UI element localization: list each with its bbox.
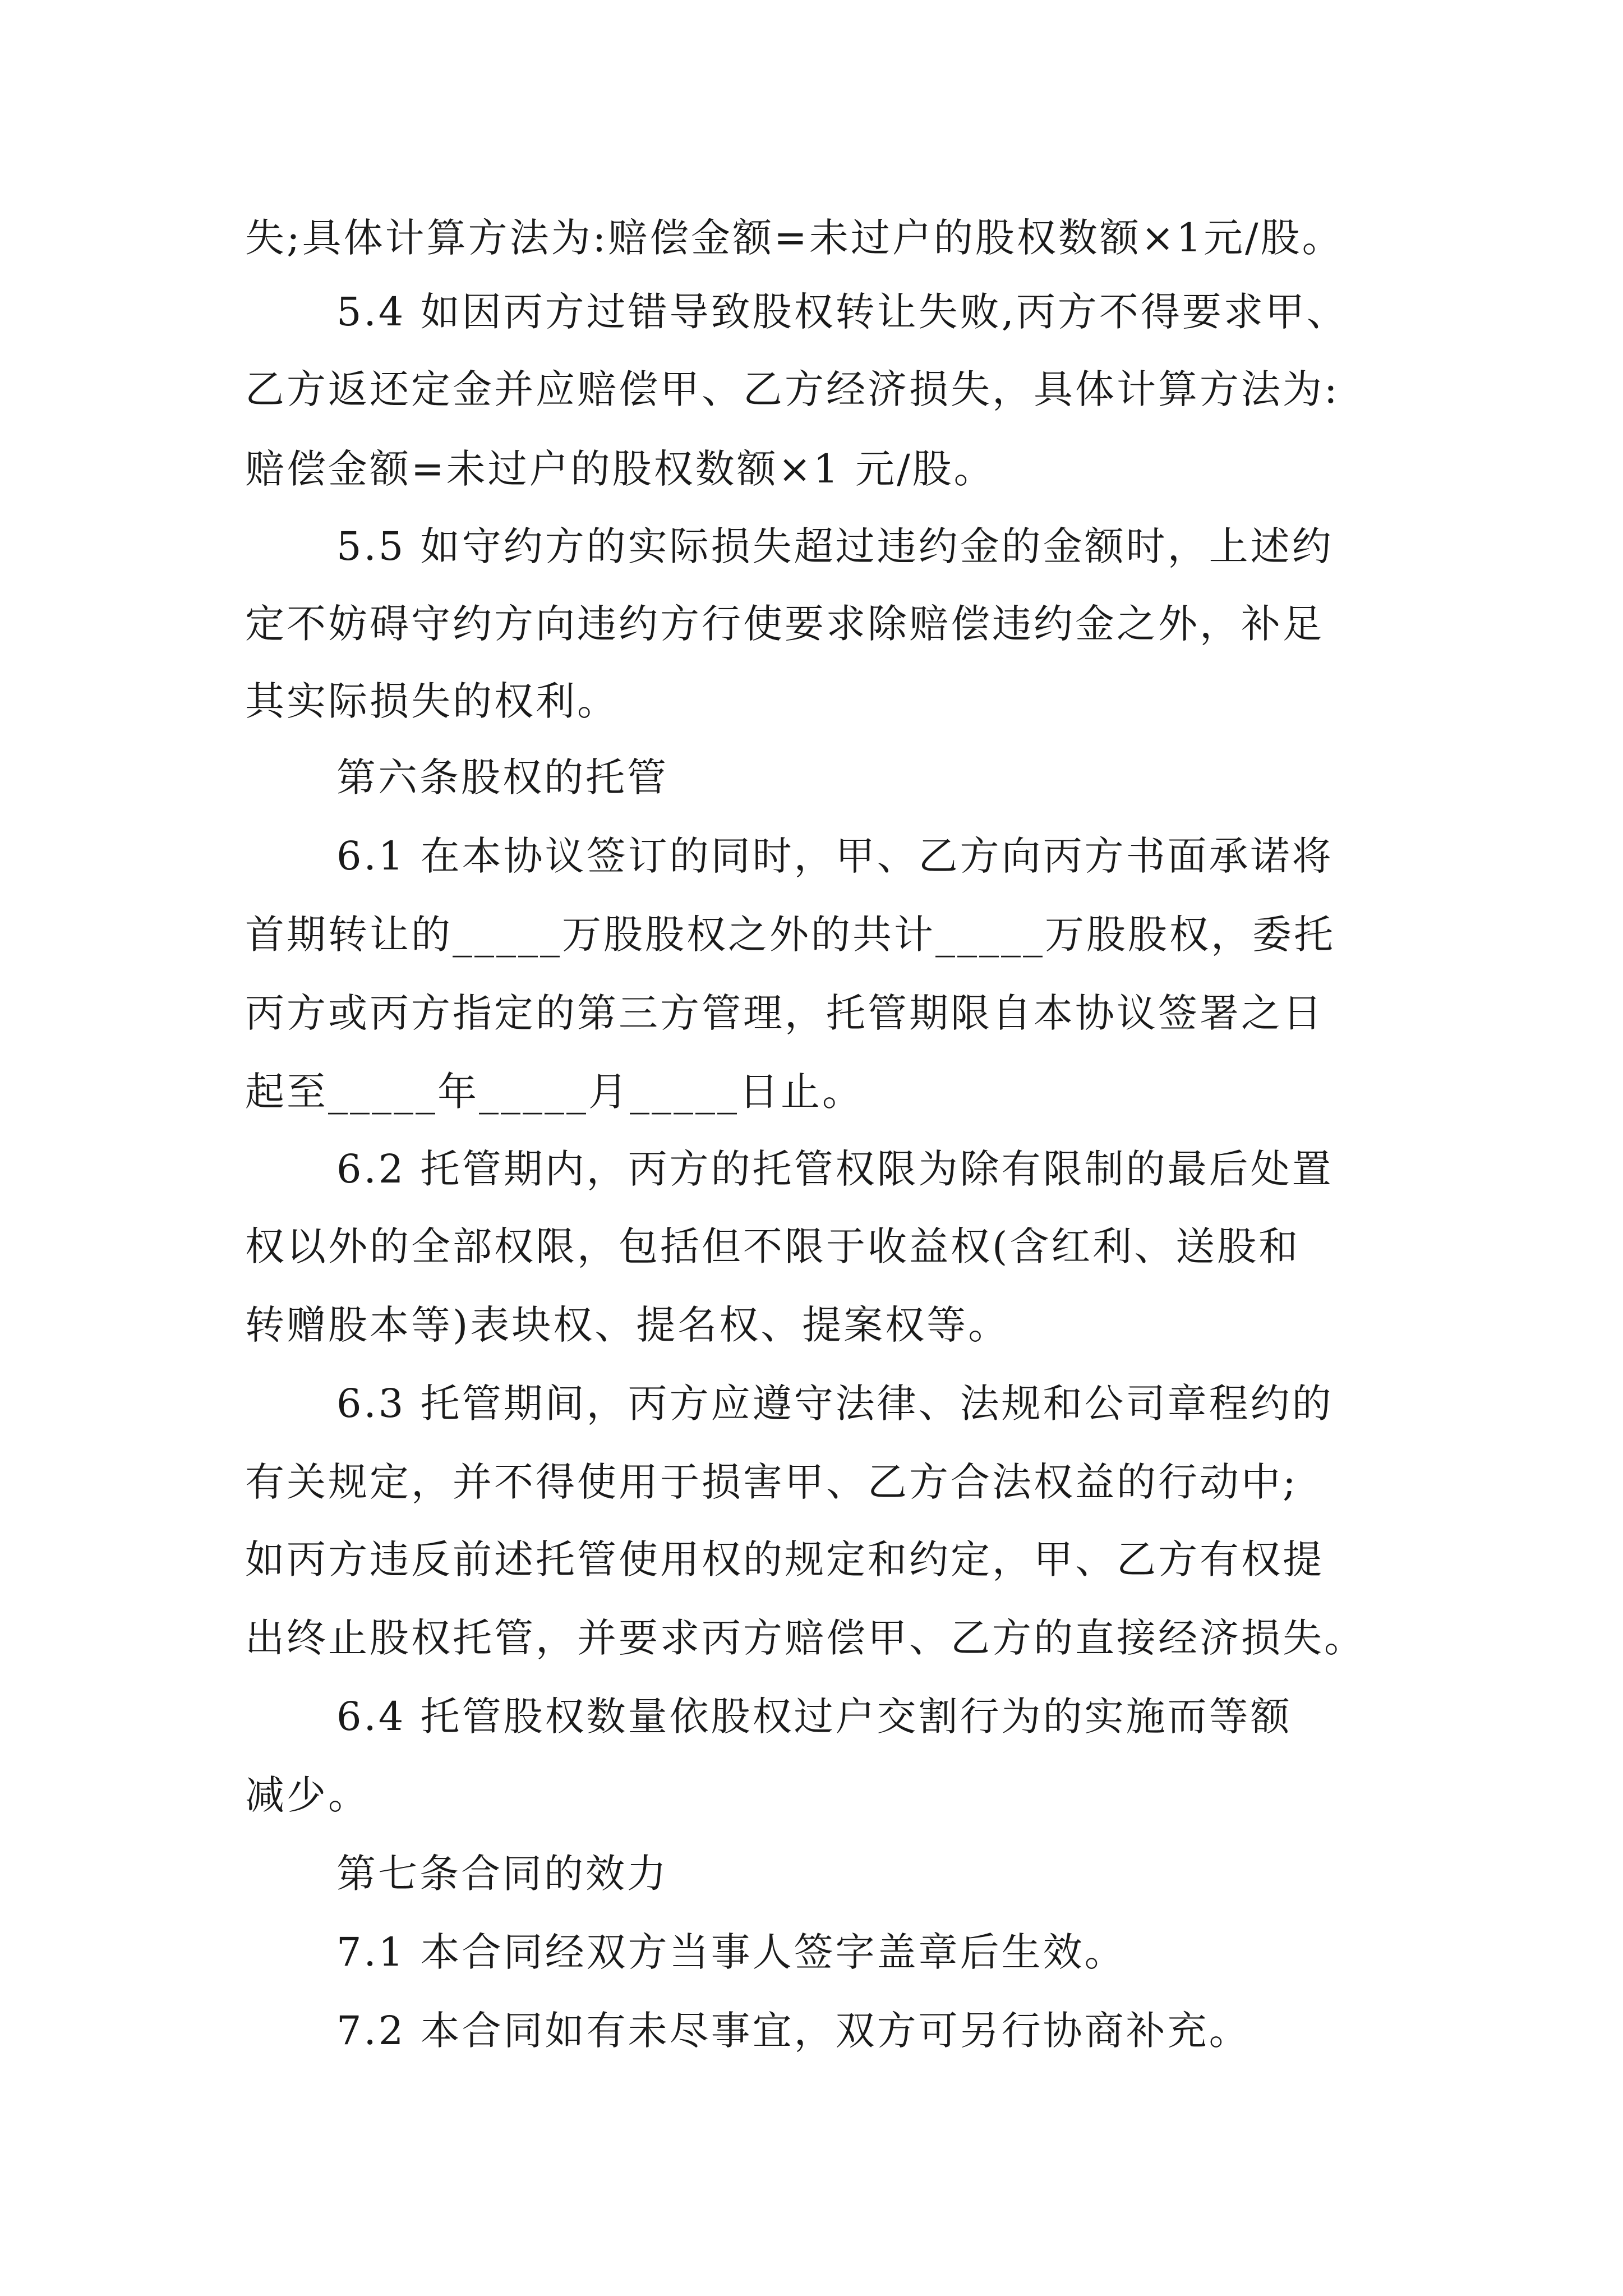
text-line: 赔偿金额=未过户的股权数额×1 元/股。: [245, 446, 995, 492]
text-line: 如丙方违反前述托管使用权的规定和约定，甲、乙方有权提: [245, 1536, 1324, 1582]
text-line: 出终止股权托管，并要求丙方赔偿甲、乙方的直接经济损失。: [245, 1615, 1366, 1661]
text-line: 7.2 本合同如有未尽事宜，双方可另行协商补充。: [336, 2008, 1251, 2054]
text-line: 乙方返还定金并应赔偿甲、乙方经济损失，具体计算方法为:: [245, 366, 1340, 412]
text-line: 其实际损失的权利。: [245, 678, 619, 724]
text-line: 有关规定，并不得使用于损害甲、乙方合法权益的行动中;: [245, 1459, 1298, 1505]
text-line: 定不妨碍守约方向违约方行使要求除赔偿违约金之外，补足: [245, 601, 1324, 647]
text-line: 失;具体计算方法为:赔偿金额=未过户的股权数额×1元/股。: [245, 215, 1344, 261]
text-line: 6.3 托管期间，丙方应遵守法律、法规和公司章程约的: [336, 1381, 1334, 1427]
text-line: 5.4 如因丙方过错导致股权转让失败,丙方不得要求甲、: [336, 289, 1348, 335]
text-line: 6.2 托管期内，丙方的托管权限为除有限制的最后处置: [336, 1146, 1334, 1192]
text-line: 转赠股本等)表块权、提名权、提案权等。: [245, 1302, 1010, 1348]
text-line: 7.1 本合同经双方当事人签字盖章后生效。: [336, 1929, 1126, 1975]
text-line: 减少。: [245, 1772, 370, 1818]
text-line: 6.1 在本协议签订的同时，甲、乙方向丙方书面承诺将: [336, 833, 1334, 879]
text-line: 首期转让的_____万股股权之外的共计_____万股股权，委托: [245, 912, 1335, 958]
text-line: 6.4 托管股权数量依股权过户交割行为的实施而等额: [336, 1694, 1292, 1740]
text-line: 5.5 如守约方的实际损失超过违约金的金额时，上述约: [336, 523, 1334, 569]
section-heading: 第六条股权的托管: [336, 754, 668, 800]
text-line: 起至_____年_____月_____日止。: [245, 1069, 864, 1115]
text-line: 丙方或丙方指定的第三方管理，托管期限自本协议签署之日: [245, 990, 1324, 1036]
section-heading: 第七条合同的效力: [336, 1851, 668, 1897]
text-line: 权以外的全部权限，包括但不限于收益权(含红利、送股和: [245, 1223, 1301, 1269]
